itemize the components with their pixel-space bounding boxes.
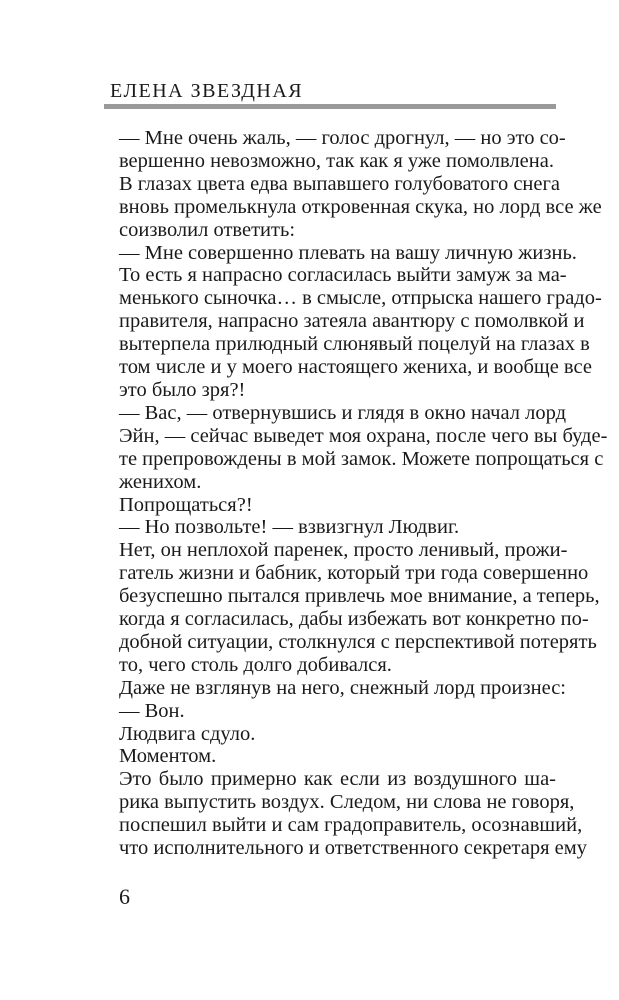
text-line: когда я согласилась, дабы избежать вот конкретно по- (119, 608, 589, 631)
text-line: менького сыночка… в смысле, отпрыска нашего градо- (119, 287, 602, 310)
text-line: Даже не взглянув на него, снежный лорд произнес: (119, 676, 566, 699)
text-line: В глазах цвета едва выпавшего голубоватого снега (119, 172, 561, 195)
text-line: Попрощаться?! (119, 493, 253, 516)
text-line: те препровождены в мой замок. Можете попрощаться с (119, 447, 604, 470)
text-line: добной ситуации, столкнулся с перспективой потерять (119, 630, 597, 653)
text-line: Нет, он неплохой паренек, просто ленивый, прожи- (119, 539, 568, 562)
text-line: Моментом. (119, 745, 217, 768)
text-line: вытерпела прилюдный слюнявый поцелуй на глазах в (119, 333, 590, 356)
text-line: это было зря?! (119, 378, 246, 401)
text-line: том числе и у моего настоящего жениха, и вообще все (119, 356, 592, 379)
text-line: — Мне совершенно плевать на вашу личную жизнь. (119, 241, 577, 264)
text-line: вновь промелькнула откровенная скука, но лорд все же (119, 195, 602, 218)
text-line: — Мне очень жаль, — голос дрогнул, — но это со- (119, 127, 566, 149)
page-body-text (119, 127, 608, 860)
text-line: Эйн, — сейчас выведет моя охрана, после чего вы буде- (119, 424, 608, 447)
running-head-author: ЕЛЕНА ЗВЕЗДНАЯ (110, 80, 304, 102)
text-line: поспешил выйти и сам градоправитель, осознавший, (119, 814, 583, 837)
text-line: То есть я напрасно согласилась выйти замуж за ма- (119, 264, 567, 287)
text-line: то, чего столь долго добивался. (119, 653, 392, 676)
text-line: — Вас, — отвернувшись и глядя в окно начал лорд (119, 401, 566, 424)
text-line: женихом. (119, 470, 202, 493)
text-line: безуспешно пытался привлечь мое внимание, а теперь, (119, 585, 600, 608)
text-line: — Вон. (119, 699, 185, 722)
header-rule (104, 104, 556, 109)
page-number: 6 (119, 884, 130, 909)
text-line: соизволил ответить: (119, 218, 296, 241)
text-line: правителя, напрасно затеяла авантюру с помолвкой и (119, 310, 585, 333)
text-line: вершенно невозможно, так как я уже помолвлена. (119, 149, 554, 172)
text-line: рика выпустить воздух. Следом, ни слова не говоря, (119, 791, 575, 814)
text-line: гатель жизни и бабник, который три года совершенно (119, 562, 589, 585)
text-line: — Но позвольте! — взвизгнул Людвиг. (119, 516, 460, 539)
text-line: что исполнительного и ответственного секретаря ему (119, 837, 587, 860)
text-line: Людвига сдуло. (119, 722, 256, 745)
text-line: Это было примерно как если из воздушного ша- (119, 768, 556, 791)
